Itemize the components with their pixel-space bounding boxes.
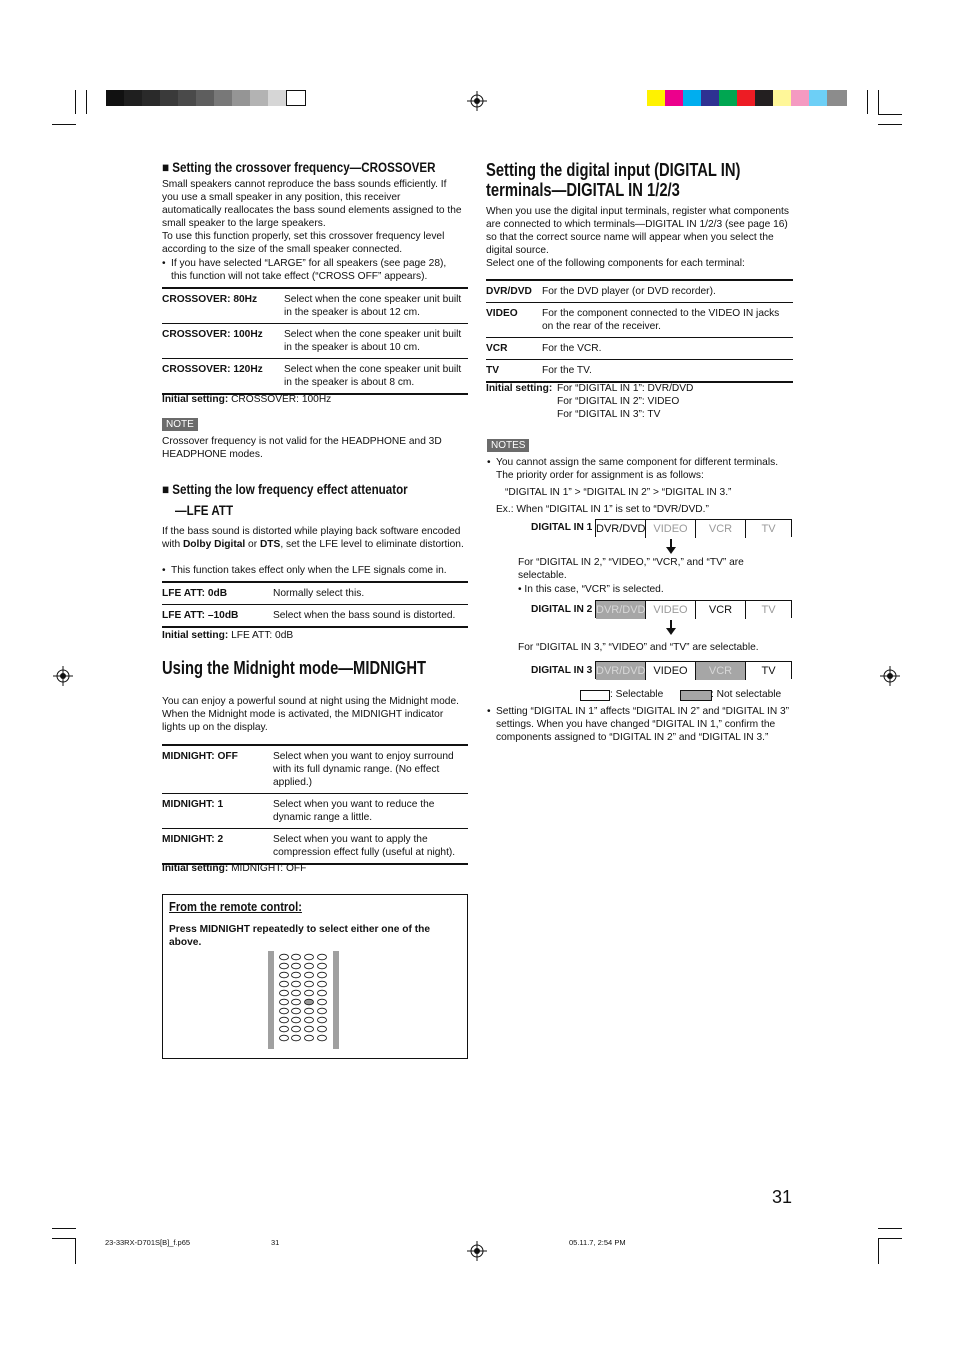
registration-target-icon xyxy=(467,1241,487,1261)
digital-heading: Setting the digital input (DIGITAL IN) xyxy=(486,160,741,180)
table-row: TV For the TV. xyxy=(486,360,793,383)
example-text: Ex.: When “DIGITAL IN 1” is set to “DVR/DVD.” xyxy=(496,504,709,515)
table-row: CROSSOVER: 120Hz Select when the cone speaker unit built in the speaker is about 8 cm. xyxy=(162,359,468,395)
legend-not-selectable-label: : Not selectable xyxy=(711,689,782,700)
table-row: MIDNIGHT: 2 Select when you want to apply the compression effect fully (useful at night). xyxy=(162,829,468,865)
digital-heading-2: terminals—DIGITAL IN 1/2/3 xyxy=(486,180,680,200)
digital-note-1: • You cannot assign the same component for different terminals. The priority order for assignment is as follows: xyxy=(487,457,779,481)
crop-mark xyxy=(878,114,902,115)
after-in-2-text: For “DIGITAL IN 3,” “VIDEO” and “TV” are selectable. xyxy=(518,642,759,653)
midnight-heading: Using the Midnight mode—MIDNIGHT xyxy=(162,658,427,678)
crossover-table xyxy=(162,287,468,395)
crossover-heading: ■ Setting the crossover frequency—CROSSOVER xyxy=(162,160,436,175)
square-bullet-icon: ■ xyxy=(162,482,173,497)
option-selectable: VIDEO xyxy=(646,520,696,538)
notes-badge: NOTES xyxy=(487,439,529,452)
digital-table xyxy=(486,279,793,383)
remote-control-text: Press MIDNIGHT repeatedly to select either one of the above. xyxy=(169,924,430,948)
digital-body-2: Select one of the following components for each terminal: xyxy=(486,258,745,269)
crop-mark xyxy=(878,124,902,125)
crop-mark xyxy=(878,1238,902,1239)
option-selected: VIDEO xyxy=(646,662,696,680)
option-selectable: TV xyxy=(746,601,791,619)
crop-mark xyxy=(878,1238,879,1264)
crossover-note: Crossover frequency is not valid for the HEADPHONE and 3D HEADPHONE modes. xyxy=(162,436,442,460)
remote-control-box xyxy=(162,894,468,1059)
table-row: LFE ATT: 0dB Normally select this. xyxy=(162,582,468,605)
table-row: VCR For the VCR. xyxy=(486,338,793,360)
crop-mark xyxy=(867,90,868,114)
note-badge: NOTE xyxy=(162,418,198,431)
crossover-body: Small speakers cannot reproduce the bass sounds efficiently. If you use a small speaker in any position, this receiver automatically reallocates the bass sound elements assigned to the small speaker to the large speakers. xyxy=(162,179,462,229)
lfe-table xyxy=(162,581,468,628)
crossover-body-2: To use this function properly, set this crossover frequency level according to the size of the small speaker connected. xyxy=(162,231,445,255)
lfe-bullet: • This function takes effect only when the LFE signals come in. xyxy=(162,565,447,576)
arrow-down-icon xyxy=(665,539,677,555)
lfe-initial-setting: Initial setting: LFE ATT: 0dB xyxy=(162,630,294,641)
option-not-selectable: VCR xyxy=(696,662,746,680)
registration-target-icon xyxy=(53,666,73,686)
midnight-body: You can enjoy a powerful sound at night using the Midnight mode. When the Midnight mode is activated, the MIDNIGHT indicator lights up on the display. xyxy=(162,696,459,733)
option-selected: VCR xyxy=(696,601,746,619)
digital-in-3-options xyxy=(595,661,792,679)
table-row: DVR/DVD For the DVD player (or DVD recorder). xyxy=(486,280,793,303)
option-not-selectable: DVR/DVD xyxy=(596,662,646,680)
legend-selectable-swatch xyxy=(580,690,610,701)
lfe-body: If the bass sound is distorted while playing back software encoded with Dolby Digital or DTS, set the LFE level to eliminate distortion. xyxy=(162,526,464,550)
priority-order: “DIGITAL IN 1” > “DIGITAL IN 2” > “DIGITAL IN 3.” xyxy=(505,487,732,498)
footer-file-name: 23-33RX-D701S[B]_f.p65 xyxy=(105,1238,191,1247)
remote-control-title: From the remote control: xyxy=(169,899,302,914)
page-number: 31 xyxy=(772,1187,793,1207)
lfe-heading: ■ Setting the low frequency effect attenuator xyxy=(162,482,408,497)
crop-mark xyxy=(52,1238,76,1239)
remote-control-icon xyxy=(268,951,340,1051)
crop-mark xyxy=(52,1228,76,1229)
option-selected: TV xyxy=(746,662,791,680)
digital-in-2-label: DIGITAL IN 2 xyxy=(531,604,593,615)
crossover-bullet: • If you have selected “LARGE” for all speakers (see page 28), this function will not take effect (“CROSS OFF” appears). xyxy=(162,258,447,282)
legend-not-selectable-swatch xyxy=(680,690,712,701)
process-color-bar xyxy=(647,90,847,106)
footer-timestamp: 05.11.7, 2:54 PM xyxy=(569,1238,626,1247)
gray-color-bar xyxy=(106,90,306,106)
digital-initial-values: For “DIGITAL IN 1”: DVR/DVD For “DIGITAL IN 2”: VIDEO For “DIGITAL IN 3”: TV xyxy=(557,383,694,420)
registration-target-icon xyxy=(880,666,900,686)
digital-in-1-label: DIGITAL IN 1 xyxy=(531,522,593,533)
square-bullet-icon: ■ xyxy=(162,160,173,175)
arrow-down-icon xyxy=(665,620,677,636)
table-row: VIDEO For the component connected to the VIDEO IN jacks on the rear of the receiver. xyxy=(486,303,793,338)
footer-file-page: 31 xyxy=(271,1238,280,1247)
crop-mark xyxy=(878,90,879,114)
table-row: CROSSOVER: 100Hz Select when the cone speaker unit built in the speaker is about 10 cm. xyxy=(162,324,468,359)
option-selected: DVR/DVD xyxy=(596,520,646,538)
digital-initial-setting: Initial setting: xyxy=(486,383,553,394)
digital-in-3-label: DIGITAL IN 3 xyxy=(531,665,593,676)
digital-in-1-options xyxy=(595,519,792,537)
crop-mark xyxy=(75,1238,76,1264)
crop-mark xyxy=(878,1228,902,1229)
option-selectable: TV xyxy=(746,520,791,538)
midnight-initial-setting: Initial setting: MIDNIGHT: OFF xyxy=(162,863,307,874)
midnight-table xyxy=(162,744,468,865)
option-not-selectable: DVR/DVD xyxy=(596,601,646,619)
table-row: CROSSOVER: 80Hz Select when the cone speaker unit built in the speaker is about 12 cm. xyxy=(162,288,468,324)
crop-mark xyxy=(75,90,76,114)
option-selectable: VCR xyxy=(696,520,746,538)
lfe-heading-2: —LFE ATT xyxy=(175,503,234,518)
digital-in-2-options xyxy=(595,600,792,618)
after-in-1-bullet: • In this case, “VCR” is selected. xyxy=(518,584,664,595)
crop-mark xyxy=(86,90,87,114)
after-in-1-text: For “DIGITAL IN 2,” “VIDEO,” “VCR,” and “TV” are selectable. xyxy=(518,557,744,581)
digital-note-2: • Setting “DIGITAL IN 1” affects “DIGITAL IN 2” and “DIGITAL IN 3” settings. When you have changed “DIGITAL IN 1,” confirm the components assigned to “DIGITAL IN 2” and “DIGITAL IN 3.” xyxy=(487,706,790,743)
crop-mark xyxy=(52,124,76,125)
legend-selectable-label: : Selectable xyxy=(610,689,664,700)
table-row: MIDNIGHT: 1 Select when you want to reduce the dynamic range a little. xyxy=(162,794,468,829)
crossover-initial-setting: Initial setting: CROSSOVER: 100Hz xyxy=(162,394,332,405)
digital-body: When you use the digital input terminals, register what components are connected to which terminals—DIGITAL IN 1/2/3 (see page 16) so that the correct source name will appear when you select the digital source. xyxy=(486,206,789,256)
table-row: LFE ATT: –10dB Select when the bass sound is distorted. xyxy=(162,605,468,628)
table-row: MIDNIGHT: OFF Select when you want to enjoy surround with its full dynamic range. (No effect applied.) xyxy=(162,745,468,794)
option-selectable: VIDEO xyxy=(646,601,696,619)
registration-target-icon xyxy=(467,91,487,111)
